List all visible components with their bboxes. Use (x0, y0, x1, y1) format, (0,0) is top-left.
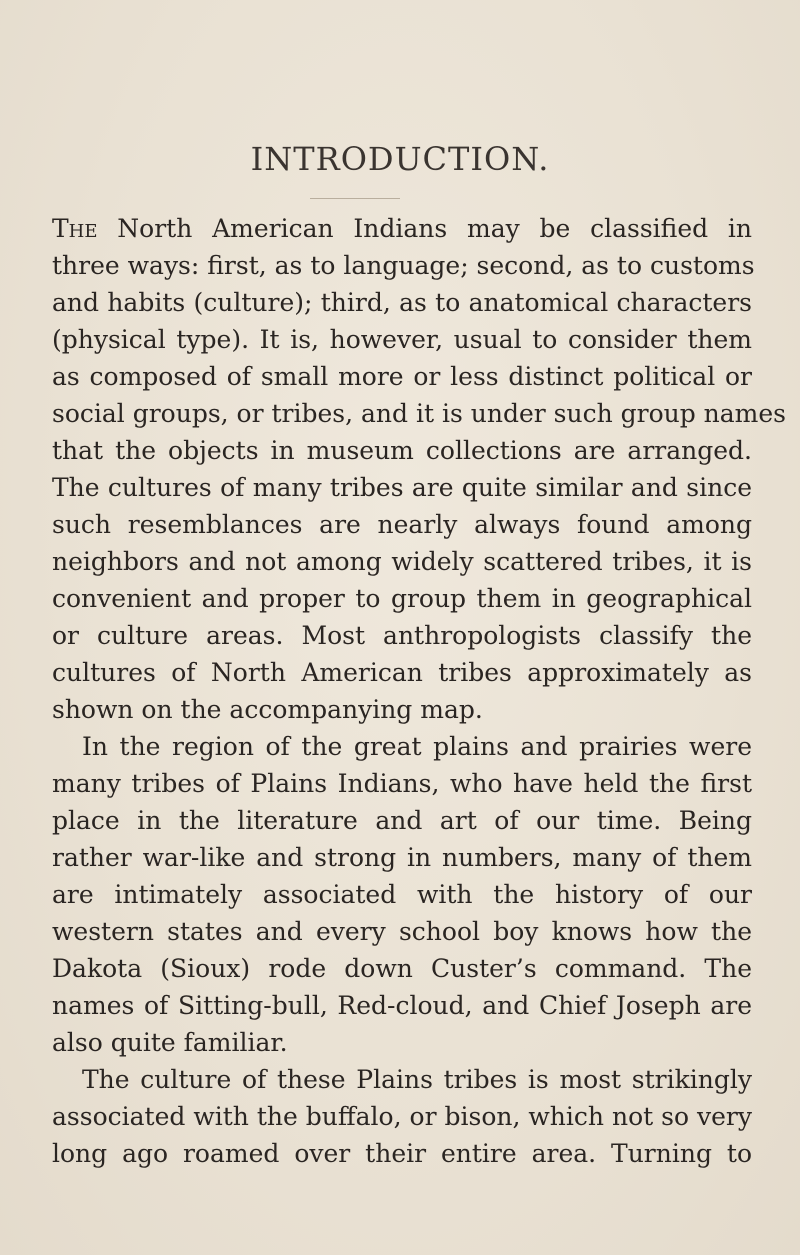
drop-lead-word: The (52, 214, 98, 243)
text-line: The North American Indians may be classified in (52, 214, 752, 243)
text-line: three ways: first, as to language; second, as to customs (52, 251, 755, 280)
text-line: cultures of North American tribes approximately as (52, 658, 752, 687)
text-line: also quite familiar. (52, 1028, 288, 1057)
text-line: such resemblances are nearly always found among (52, 510, 752, 539)
chapter-title: INTRODUCTION. (250, 140, 550, 178)
text-line: Dakota (Sioux) rode down Custer’s command. The (52, 954, 752, 983)
text-line: that the objects in museum collections are arranged. (52, 436, 752, 465)
body-text (52, 210, 787, 1172)
text-line: (physical type). It is, however, usual to consider them (52, 325, 752, 354)
text-line: long ago roamed over their entire area. Turning to (52, 1139, 752, 1168)
text-line: In the region of the great plains and prairies were (82, 732, 752, 761)
text-line: place in the literature and art of our time. Being (52, 806, 752, 835)
text-line: and habits (culture); third, as to anatomical characters (52, 288, 752, 317)
text-line: associated with the buffalo, or bison, which not so very (52, 1102, 752, 1131)
text-line: The cultures of many tribes are quite similar and since (52, 473, 752, 502)
text-line: names of Sitting-bull, Red-cloud, and Chief Joseph are (52, 991, 752, 1020)
text-line: convenient and proper to group them in geographical (52, 584, 752, 613)
text-line: The culture of these Plains tribes is most strikingly (82, 1065, 752, 1094)
text-line: are intimately associated with the history of our (52, 880, 752, 909)
text-line: shown on the accompanying map. (52, 695, 483, 724)
text-line: as composed of small more or less distinct political or (52, 362, 752, 391)
text-line: neighbors and not among widely scattered tribes, it is (52, 547, 752, 576)
text-line: western states and every school boy knows how the (52, 917, 752, 946)
text-line: rather war-like and strong in numbers, many of them (52, 843, 752, 872)
text-line: many tribes of Plains Indians, who have held the first (52, 769, 752, 798)
title-divider (310, 198, 400, 199)
text-line: social groups, or tribes, and it is under such group names (52, 399, 787, 428)
text-line: or culture areas. Most anthropologists classify the (52, 621, 752, 650)
